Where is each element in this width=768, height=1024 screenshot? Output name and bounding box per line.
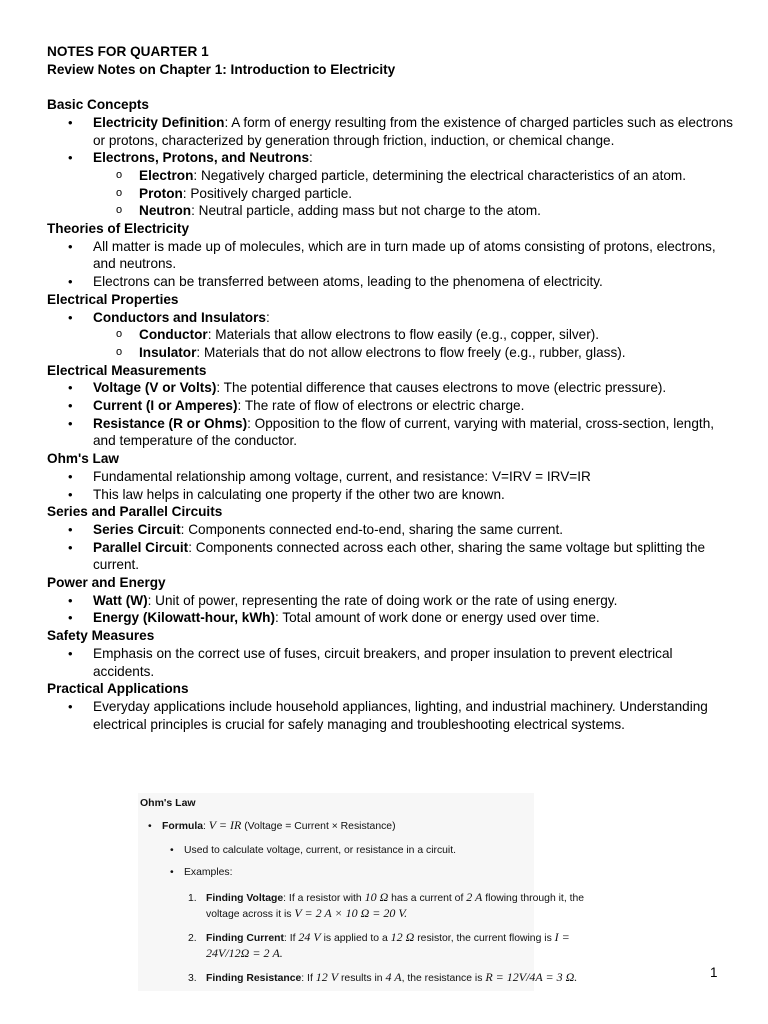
list-item: • Resistance (R or Ohms): Opposition to the flow of current, varying with material, cross-section, length, and temperature of the conductor. [47, 415, 737, 450]
list-item: • Emphasis on the correct use of fuses, circuit breakers, and proper insulation to prevent electrical accidents. [47, 645, 737, 680]
list-item: • This law helps in calculating one property if the other two are known. [47, 486, 737, 504]
list-item: • Series Circuit: Components connected end-to-end, sharing the same current. [47, 521, 737, 539]
sub-list-item: o Neutron: Neutral particle, adding mass but not charge to the atom. [93, 202, 737, 220]
list-item: • All matter is made up of molecules, which are in turn made up of atoms consisting of protons, electrons, and neutrons. [47, 238, 737, 273]
section-heading-circuits: Series and Parallel Circuits [47, 504, 223, 520]
figure-formula-line: • Formula: V = IR (Voltage = Current × Resistance) [148, 818, 396, 832]
list-item: • Voltage (V or Volts): The potential difference that causes electrons to move (electric pressure). [47, 379, 737, 397]
section-heading-basic-concepts: Basic Concepts [47, 97, 149, 113]
figure-examples-label: • Examples: [170, 867, 233, 878]
section-heading-properties: Electrical Properties [47, 291, 179, 307]
list-item: • Electrons can be transferred between atoms, leading to the phenomena of electricity. [47, 273, 737, 291]
list-item: • Fundamental relationship among voltage, current, and resistance: V=IRV = IRV=IR [47, 468, 737, 486]
list-item: • Everyday applications include household appliances, lighting, and industrial machinery. Understanding electrical principles is crucial for safely managing and troubleshooting electrical systems. [47, 698, 737, 733]
list-item: • Electricity Definition: A form of energy resulting from the existence of charged particles such as electrons or protons, characterized by generation through friction, induction, or chemical change. [47, 114, 737, 149]
section-heading-ohms-law: Ohm's Law [47, 451, 119, 467]
section-heading-measurements: Electrical Measurements [47, 362, 207, 378]
document-title: NOTES FOR QUARTER 1 [47, 44, 209, 59]
sub-list-item: o Conductor: Materials that allow electrons to flow easily (e.g., copper, silver). [93, 326, 737, 344]
list-item: • Parallel Circuit: Components connected across each other, sharing the same voltage but splitting the current. [47, 539, 737, 574]
page-number: 1 [710, 965, 718, 980]
section-heading-power: Power and Energy [47, 575, 166, 591]
list-item: • Watt (W): Unit of power, representing the rate of doing work or the rate of using energy. [47, 592, 737, 610]
ohms-law-figure [138, 793, 585, 991]
section-heading-safety: Safety Measures [47, 628, 155, 644]
list-item: • Conductors and Insulators: o Conductor: Materials that allow electrons to flow easily (e.g., copper, silver). o Insulator: Materials that do not allow electrons to flow freely (e.g., rubber, glass). [47, 309, 737, 362]
list-item: • Electrons, Protons, and Neutrons: o Electron: Negatively charged particle, determining the electrical characteristics of an atom. o Proton: Positively charged particle. o Neutron: Neutral particle, adding mass but not charge to the atom. [47, 149, 737, 220]
figure-example-current: 2. Finding Current: If 24 V is applied to a 12 Ω resistor, the current flowing is I = 24V/12Ω = 2 A. [188, 930, 570, 960]
list-item: • Current (I or Amperes): The rate of flow of electrons or electric charge. [47, 397, 737, 415]
sub-list-item: o Electron: Negatively charged particle, determining the electrical characteristics of an atom. [93, 167, 737, 185]
figure-example-resistance: 3. Finding Resistance: If 12 V results in 4 A, the resistance is R = 12V/4A = 3 Ω. [188, 970, 578, 984]
sub-list-item: o Insulator: Materials that do not allow electrons to flow freely (e.g., rubber, glass). [93, 344, 737, 362]
list-item: • Energy (Kilowatt-hour, kWh): Total amount of work done or energy used over time. [47, 609, 737, 627]
figure-example-voltage: 1. Finding Voltage: If a resistor with 10 Ω has a current of 2 A flowing through it, the voltage across it is V = 2 A × 10 Ω = 20 V. [188, 890, 585, 920]
figure-title: Ohm's Law [140, 797, 196, 809]
notes-body [47, 43, 737, 733]
sub-list-item: o Proton: Positively charged particle. [93, 185, 737, 203]
document-subtitle: Review Notes on Chapter 1: Introduction to Electricity [47, 61, 396, 77]
section-heading-theories: Theories of Electricity [47, 221, 190, 237]
figure-usage-line: • Used to calculate voltage, current, or resistance in a circuit. [170, 845, 457, 856]
section-heading-practical: Practical Applications [47, 681, 189, 697]
